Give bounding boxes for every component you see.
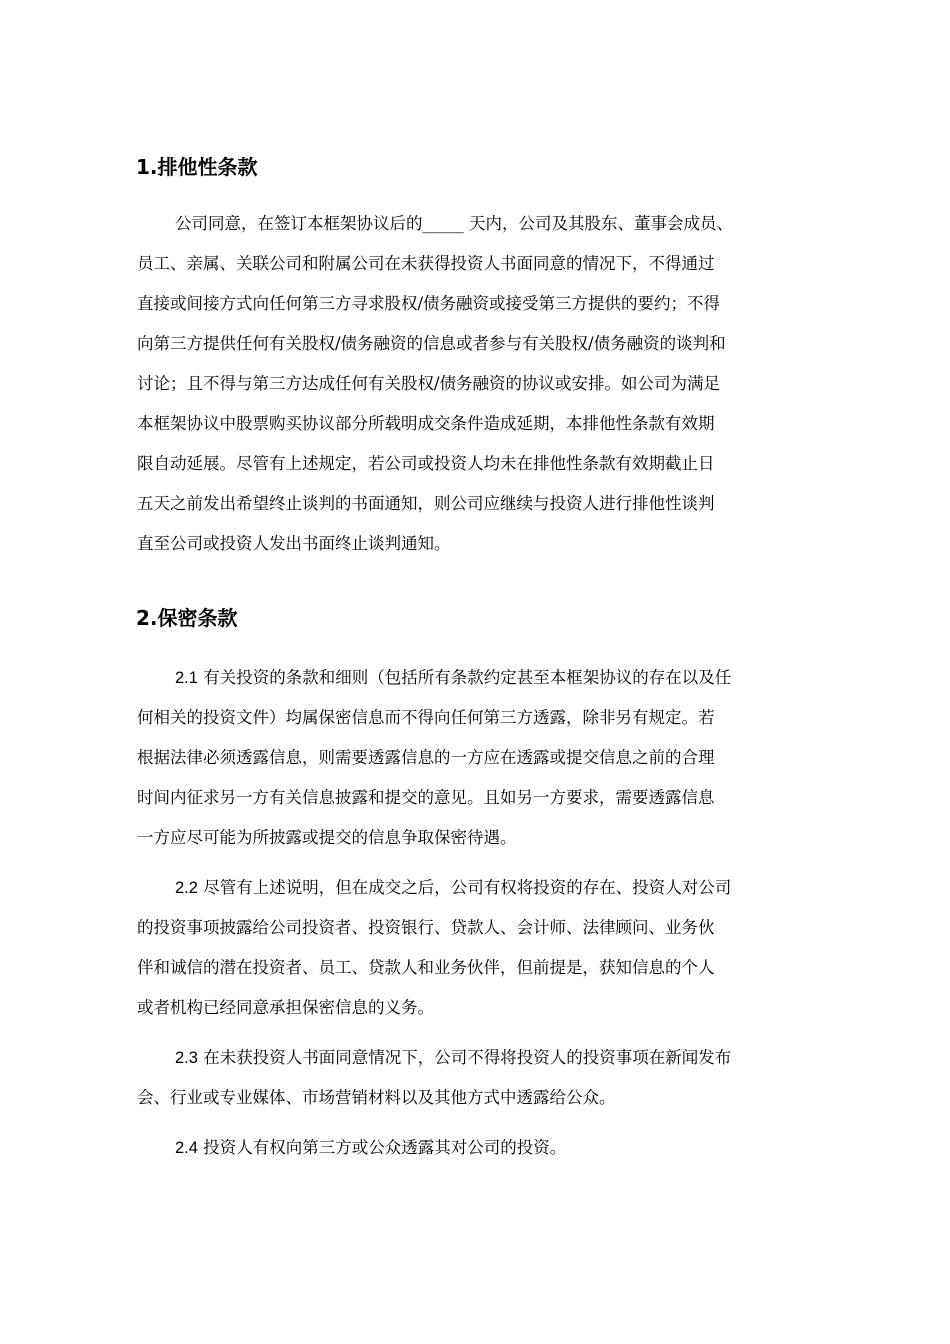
paragraph-line: 一方应尽可能为所披露或提交的信息争取保密待遇。 [137,828,517,847]
clause-text: 尽管有上述说明，但在成交之后，公司有权将投资的存在、投资人对公司 [203,878,732,897]
clause-text: 有关投资的条款和细则（包括所有条款约定甚至本框架协议的存在以及任 [203,668,732,687]
paragraph-line: 何相关的投资文件）均属保密信息而不得向任何第三方透露，除非另有规定。若 [137,708,715,727]
clause-text: 在未获投资人书面同意情况下，公司不得将投资人的投资事项在新闻发布 [203,1048,732,1067]
section-heading-confidentiality: 2.保密条款 [136,606,238,630]
paragraph-line: 会、行业或专业媒体、市场营销材料以及其他方式中透露给公众。 [137,1088,616,1107]
paragraph-line: 伴和诚信的潜在投资者、员工、贷款人和业务伙伴，但前提是，获知信息的个人 [137,958,715,977]
clause-first-line [175,1047,731,1069]
clause-text: 投资人有权向第三方或公众透露其对公司的投资。 [203,1138,567,1157]
paragraph-line: 的投资事项披露给公司投资者、投资银行、贷款人、会计师、法律顾问、业务伙 [137,918,715,937]
paragraph-line: 员工、亲属、关联公司和附属公司在未获得投资人书面同意的情况下，不得通过 [137,254,715,273]
clause-number: 2.1 [175,669,198,687]
paragraph-line: 时间内征求另一方有关信息披露和提交的意见。且如另一方要求，需要透露信息 [137,788,715,807]
clause-number: 2.2 [175,879,198,897]
section-heading-exclusivity: 1.排他性条款 [136,155,258,179]
paragraph-line: 讨论；且不得与第三方达成任何有关股权/债务融资的协议或安排。如公司为满足 [137,374,721,393]
clause-number: 2.3 [175,1049,198,1067]
paragraph-line: 限自动延展。尽管有上述规定，若公司或投资人均未在排他性条款有效期截止日 [137,454,715,473]
paragraph-line: 直至公司或投资人发出书面终止谈判通知。 [137,534,451,553]
paragraph-line: 根据法律必须透露信息，则需要透露信息的一方应在透露或提交信息之前的合理 [137,748,715,767]
paragraph-line: 直接或间接方式向任何第三方寻求股权/债务融资或接受第三方提供的要约；不得 [137,294,721,313]
clause-first-line [175,667,731,689]
clause-number: 2.4 [175,1139,198,1157]
paragraph-line: 向第三方提供任何有关股权/债务融资的信息或者参与有关股权/债务融资的谈判和 [137,334,726,353]
paragraph-line: 公司同意，在签订本框架协议后的_____ 天内，公司及其股东、董事会成员、 [175,214,733,233]
clause-first-line [175,1137,566,1159]
paragraph-line: 或者机构已经同意承担保密信息的义务。 [137,998,434,1017]
paragraph-line: 本框架协议中股票购买协议部分所载明成交条件造成延期，本排他性条款有效期 [137,414,715,433]
paragraph-line: 五天之前发出希望终止谈判的书面通知，则公司应继续与投资人进行排他性谈判 [137,494,715,513]
clause-first-line [175,877,731,899]
